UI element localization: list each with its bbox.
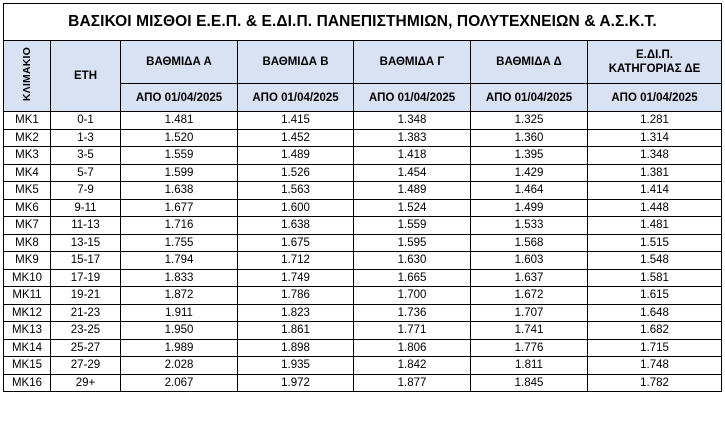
salary-value-cell: 1.700: [354, 287, 471, 305]
salary-value-cell: 1.348: [354, 112, 471, 130]
salary-value-cell: 1.950: [121, 322, 238, 340]
salary-value-cell: 1.736: [354, 304, 471, 322]
salary-value-cell: 1.823: [238, 304, 354, 322]
salary-value-cell: 1.665: [354, 269, 471, 287]
salary-value-cell: 1.499: [471, 199, 588, 217]
table-row: [4, 217, 722, 235]
years-cell: 7-9: [51, 182, 121, 200]
header-date-edip: ΑΠΟ 01/04/2025: [588, 84, 722, 112]
salary-value-cell: 1.360: [471, 129, 588, 147]
salary-value-cell: 1.489: [354, 182, 471, 200]
salary-value-cell: 1.281: [588, 112, 722, 130]
salary-value-cell: 1.524: [354, 199, 471, 217]
header-grade-d-label: ΒΑΘΜΙΔΑ Δ: [496, 56, 562, 68]
salary-value-cell: 1.568: [471, 234, 588, 252]
years-cell: 17-19: [51, 269, 121, 287]
salary-value-cell: 1.559: [121, 147, 238, 165]
years-cell: 25-27: [51, 339, 121, 357]
salary-value-cell: 2.028: [121, 357, 238, 375]
step-code-cell: ΜΚ7: [4, 217, 51, 235]
years-cell: 21-23: [51, 304, 121, 322]
salary-value-cell: 1.548: [588, 252, 722, 270]
salary-value-cell: 1.842: [354, 357, 471, 375]
salary-value-cell: 1.845: [471, 374, 588, 392]
table-row: [4, 164, 722, 182]
years-cell: 3-5: [51, 147, 121, 165]
table-row: [4, 269, 722, 287]
table-body: [4, 112, 722, 392]
table-row: [4, 339, 722, 357]
step-code-cell: ΜΚ2: [4, 129, 51, 147]
header-eti: ΕΤΗ: [51, 41, 121, 112]
table-row: [4, 234, 722, 252]
table-row: [4, 112, 722, 130]
salary-value-cell: 1.782: [588, 374, 722, 392]
salary-value-cell: 1.911: [121, 304, 238, 322]
salary-value-cell: 1.395: [471, 147, 588, 165]
table-row: [4, 287, 722, 305]
salary-value-cell: 1.811: [471, 357, 588, 375]
table-row: [4, 322, 722, 340]
step-code-cell: ΜΚ9: [4, 252, 51, 270]
salary-table: [3, 3, 722, 392]
salary-value-cell: 1.776: [471, 339, 588, 357]
salary-value-cell: 1.520: [121, 129, 238, 147]
step-code-cell: ΜΚ15: [4, 357, 51, 375]
salary-value-cell: 2.067: [121, 374, 238, 392]
salary-value-cell: 1.935: [238, 357, 354, 375]
salary-value-cell: 1.595: [354, 234, 471, 252]
table-title: ΒΑΣΙΚΟΙ ΜΙΣΘΟΙ Ε.Ε.Π. & Ε.ΔΙ.Π. ΠΑΝΕΠΙΣΤΗΜΙΩΝ, ΠΟΛΥΤΕΧΝΕΙΩΝ & Α.Σ.Κ.Τ.: [4, 4, 722, 41]
salary-value-cell: 1.707: [471, 304, 588, 322]
step-code-cell: ΜΚ6: [4, 199, 51, 217]
salary-value-cell: 1.806: [354, 339, 471, 357]
years-cell: 9-11: [51, 199, 121, 217]
table-row: [4, 147, 722, 165]
salary-value-cell: 1.348: [588, 147, 722, 165]
salary-value-cell: 1.677: [121, 199, 238, 217]
salary-value-cell: 1.637: [471, 269, 588, 287]
header-grade-a: [121, 41, 238, 84]
header-edip-line2: ΚΑΤΗΓΟΡΙΑΣ ΔΕ: [608, 63, 701, 75]
salary-value-cell: 1.877: [354, 374, 471, 392]
step-code-cell: ΜΚ13: [4, 322, 51, 340]
salary-value-cell: 1.481: [121, 112, 238, 130]
years-cell: 11-13: [51, 217, 121, 235]
step-code-cell: ΜΚ1: [4, 112, 51, 130]
header-grade-g: [354, 41, 471, 84]
salary-value-cell: 1.755: [121, 234, 238, 252]
salary-value-cell: 1.563: [238, 182, 354, 200]
salary-value-cell: 1.448: [588, 199, 722, 217]
salary-value-cell: 1.533: [471, 217, 588, 235]
years-cell: 15-17: [51, 252, 121, 270]
salary-value-cell: 1.786: [238, 287, 354, 305]
years-cell: 27-29: [51, 357, 121, 375]
salary-value-cell: 1.599: [121, 164, 238, 182]
years-cell: 1-3: [51, 129, 121, 147]
salary-value-cell: 1.489: [238, 147, 354, 165]
step-code-cell: ΜΚ3: [4, 147, 51, 165]
header-date-b: ΑΠΟ 01/04/2025: [238, 84, 354, 112]
salary-value-cell: 1.481: [588, 217, 722, 235]
salary-value-cell: 1.429: [471, 164, 588, 182]
salary-value-cell: 1.712: [238, 252, 354, 270]
years-cell: 29+: [51, 374, 121, 392]
salary-value-cell: 1.833: [121, 269, 238, 287]
salary-value-cell: 1.648: [588, 304, 722, 322]
salary-value-cell: 1.748: [588, 357, 722, 375]
salary-value-cell: 1.383: [354, 129, 471, 147]
salary-value-cell: 1.615: [588, 287, 722, 305]
table-row: [4, 199, 722, 217]
salary-value-cell: 1.749: [238, 269, 354, 287]
years-cell: 23-25: [51, 322, 121, 340]
table-row: [4, 374, 722, 392]
step-code-cell: ΜΚ12: [4, 304, 51, 322]
salary-value-cell: 1.741: [471, 322, 588, 340]
salary-value-cell: 1.581: [588, 269, 722, 287]
header-edip: [588, 41, 722, 84]
step-code-cell: ΜΚ4: [4, 164, 51, 182]
salary-value-cell: 1.526: [238, 164, 354, 182]
salary-value-cell: 1.672: [471, 287, 588, 305]
salary-value-cell: 1.771: [354, 322, 471, 340]
salary-value-cell: 1.415: [238, 112, 354, 130]
header-grade-a-label: ΒΑΘΜΙΔΑ Α: [146, 56, 212, 68]
header-edip-line1: Ε.ΔΙ.Π.: [635, 49, 674, 61]
years-cell: 5-7: [51, 164, 121, 182]
header-date-g: ΑΠΟ 01/04/2025: [354, 84, 471, 112]
salary-value-cell: 1.381: [588, 164, 722, 182]
table-row: [4, 304, 722, 322]
header-grade-d: [471, 41, 588, 84]
header-klimakio: [4, 41, 51, 112]
step-code-cell: ΜΚ16: [4, 374, 51, 392]
years-cell: 13-15: [51, 234, 121, 252]
salary-value-cell: 1.452: [238, 129, 354, 147]
salary-value-cell: 1.630: [354, 252, 471, 270]
salary-value-cell: 1.314: [588, 129, 722, 147]
table-row: [4, 182, 722, 200]
table-row: [4, 357, 722, 375]
table-row: [4, 252, 722, 270]
salary-value-cell: 1.898: [238, 339, 354, 357]
step-code-cell: ΜΚ11: [4, 287, 51, 305]
salary-value-cell: 1.872: [121, 287, 238, 305]
salary-value-cell: 1.414: [588, 182, 722, 200]
salary-value-cell: 1.682: [588, 322, 722, 340]
salary-value-cell: 1.972: [238, 374, 354, 392]
header-grade-b-label: ΒΑΘΜΙΔΑ Β: [262, 56, 329, 68]
table-row: [4, 129, 722, 147]
salary-value-cell: 1.603: [471, 252, 588, 270]
salary-value-cell: 1.715: [588, 339, 722, 357]
salary-value-cell: 1.600: [238, 199, 354, 217]
header-grade-g-label: ΒΑΘΜΙΔΑ Γ: [379, 56, 445, 68]
header-grade-b: [238, 41, 354, 84]
salary-value-cell: 1.794: [121, 252, 238, 270]
years-cell: 0-1: [51, 112, 121, 130]
header-klimakio-label: ΚΛΙΜΑΚΙΟ: [21, 47, 33, 102]
step-code-cell: ΜΚ5: [4, 182, 51, 200]
header-date-d: ΑΠΟ 01/04/2025: [471, 84, 588, 112]
salary-value-cell: 1.675: [238, 234, 354, 252]
salary-value-cell: 1.515: [588, 234, 722, 252]
salary-value-cell: 1.464: [471, 182, 588, 200]
step-code-cell: ΜΚ10: [4, 269, 51, 287]
step-code-cell: ΜΚ14: [4, 339, 51, 357]
salary-value-cell: 1.716: [121, 217, 238, 235]
salary-value-cell: 1.989: [121, 339, 238, 357]
salary-value-cell: 1.418: [354, 147, 471, 165]
salary-table-sheet: [3, 3, 721, 392]
salary-value-cell: 1.454: [354, 164, 471, 182]
salary-value-cell: 1.325: [471, 112, 588, 130]
step-code-cell: ΜΚ8: [4, 234, 51, 252]
salary-value-cell: 1.638: [121, 182, 238, 200]
salary-value-cell: 1.861: [238, 322, 354, 340]
years-cell: 19-21: [51, 287, 121, 305]
salary-value-cell: 1.638: [238, 217, 354, 235]
header-date-a: ΑΠΟ 01/04/2025: [121, 84, 238, 112]
salary-value-cell: 1.559: [354, 217, 471, 235]
